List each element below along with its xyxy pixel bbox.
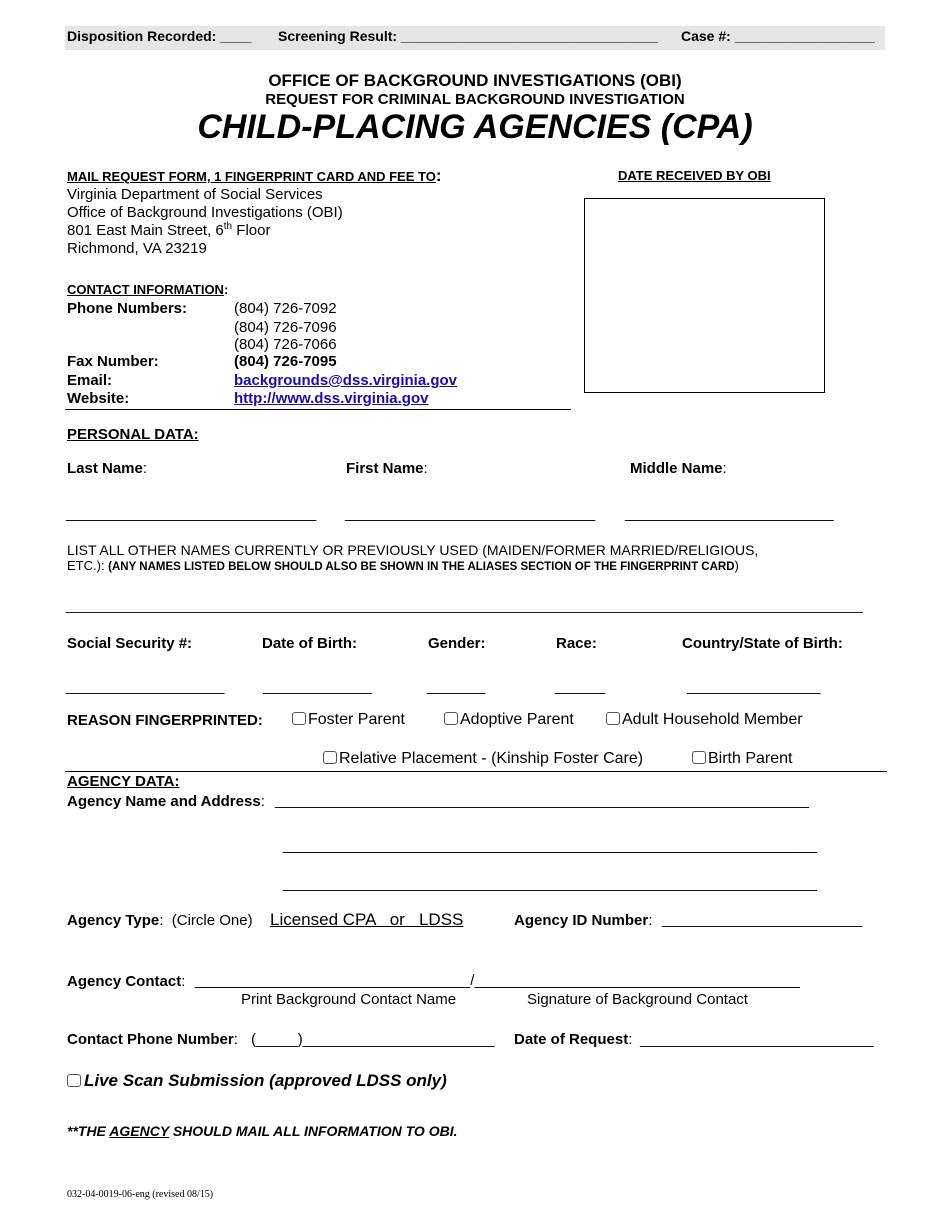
- request-title: REQUEST FOR CRIMINAL BACKGROUND INVESTIGATION: [265, 91, 685, 108]
- reason-relative-placement[interactable]: [323, 750, 643, 768]
- agency-type-label-text: Agency Type: [67, 912, 160, 929]
- personal-data-heading: PERSONAL DATA:: [67, 426, 199, 443]
- other-names-instruction-1: LIST ALL OTHER NAMES CURRENTLY OR PREVIOUSLY USED (MAIDEN/FORMER MARRIED/RELIGIOUS,: [67, 542, 759, 558]
- contact-phone-label-text: Contact Phone Number: [67, 1031, 234, 1048]
- date-of-request-label-text: Date of Request: [514, 1031, 629, 1048]
- fax-number: (804) 726-7095: [234, 353, 337, 370]
- checkbox-icon[interactable]: [323, 751, 337, 764]
- reason-foster-parent[interactable]: [292, 711, 405, 729]
- reason-birth-parent[interactable]: [692, 750, 792, 768]
- agency-contact-colon: :: [181, 973, 186, 990]
- office-title: OFFICE OF BACKGROUND INVESTIGATIONS (OBI): [268, 71, 682, 90]
- website-label: Website:: [67, 390, 130, 407]
- gender-input[interactable]: _______: [427, 678, 486, 695]
- contact-divider: [65, 409, 571, 410]
- agency-id-colon: :: [648, 912, 653, 929]
- live-scan-label: Live Scan Submission (approved LDSS only): [84, 1071, 447, 1090]
- first-name-label-text: First Name: [346, 460, 424, 477]
- first-name-colon: :: [423, 460, 428, 477]
- agency-type-colon: :: [159, 912, 164, 929]
- other-names-instruction-2: [67, 558, 739, 573]
- date-of-request-colon: :: [628, 1031, 633, 1048]
- reason-adoptive-parent-label: Adoptive Parent: [460, 711, 574, 728]
- address-ordinal-suffix: th: [223, 221, 233, 232]
- agency-contact-input[interactable]: _________________________________/_______________________________________: [195, 972, 800, 989]
- agency-data-heading: AGENCY DATA:: [67, 773, 180, 790]
- agency-id-label: [514, 912, 652, 929]
- live-scan-option[interactable]: [67, 1071, 447, 1091]
- middle-name-label-text: Middle Name: [630, 460, 723, 477]
- middle-name-colon: :: [722, 460, 727, 477]
- form-number: 032-04-0019-06-eng (revised 08/15): [67, 1189, 214, 1200]
- last-name-input[interactable]: ______________________________: [66, 505, 317, 522]
- agency-address-input-2[interactable]: ________________________________________________________________: [283, 875, 817, 892]
- mail-instruction-note: [67, 1123, 457, 1139]
- other-names-aliases-note: (ANY NAMES LISTED BELOW SHOULD ALSO BE SHOWN IN THE ALIASES SECTION OF THE FINGERPRINT CARD: [108, 561, 735, 573]
- reason-adult-household-member[interactable]: [606, 711, 803, 729]
- mail-address-line-1: Virginia Department of Social Services: [67, 186, 323, 203]
- agency-address-input-1[interactable]: ________________________________________________________________: [283, 837, 817, 854]
- middle-name-label: [630, 460, 727, 477]
- phone-numbers-label: Phone Numbers:: [67, 300, 188, 317]
- checkbox-icon[interactable]: [692, 751, 706, 764]
- address-floor: Floor: [232, 222, 271, 239]
- reason-birth-parent-label: Birth Parent: [708, 750, 793, 767]
- last-name-colon: :: [142, 460, 148, 477]
- other-names-close-paren: ): [734, 558, 739, 573]
- mail-address-line-2: Office of Background Investigations (OBI): [67, 204, 343, 221]
- contact-info-heading: [67, 282, 228, 297]
- contact-info-heading-text: CONTACT INFORMATION: [67, 282, 224, 297]
- reason-foster-parent-label: Foster Parent: [308, 711, 405, 728]
- dob-label: Date of Birth:: [262, 635, 357, 652]
- date-of-request-input[interactable]: ____________________________: [640, 1031, 874, 1048]
- contact-heading-colon: :: [223, 282, 229, 297]
- website-link[interactable]: http://www.dss.virginia.gov: [234, 390, 429, 407]
- mail-address-line-3: [67, 221, 270, 239]
- agency-name-colon: :: [260, 793, 265, 810]
- agency-section-divider: [65, 771, 887, 772]
- disposition-recorded-field[interactable]: Disposition Recorded: ____: [67, 28, 252, 44]
- checkbox-icon[interactable]: [606, 712, 620, 725]
- middle-name-input[interactable]: _________________________: [625, 505, 834, 522]
- note-agency: AGENCY: [109, 1123, 169, 1139]
- case-number-field[interactable]: Case #: __________________: [681, 28, 875, 44]
- date-of-request-label: [514, 1031, 632, 1048]
- mail-request-heading-text: MAIL REQUEST FORM, 1 FINGERPRINT CARD AND FEE TO: [67, 169, 436, 184]
- last-name-label: [67, 460, 147, 477]
- mail-address-line-4: Richmond, VA 23219: [67, 240, 207, 257]
- race-input[interactable]: ______: [555, 678, 606, 695]
- contact-phone-colon: :: [233, 1031, 238, 1048]
- last-name-label-text: Last Name: [67, 460, 143, 477]
- agency-contact-label: [67, 973, 185, 990]
- note-suffix: SHOULD MAIL ALL INFORMATION TO OBI.: [168, 1123, 458, 1139]
- agency-id-input[interactable]: ________________________: [662, 911, 863, 928]
- agency-name-address-label: [67, 793, 265, 810]
- gender-label: Gender:: [428, 635, 486, 652]
- other-names-etc: ETC.):: [67, 558, 109, 573]
- first-name-label: [346, 460, 428, 477]
- other-names-input[interactable]: _____________________________________________________________________________________________________: [66, 598, 863, 614]
- phone-number-3: (804) 726-7066: [234, 336, 337, 353]
- address-street: 801 East Main Street, 6: [67, 222, 224, 239]
- checkbox-icon[interactable]: [292, 712, 306, 725]
- print-contact-name-caption: Print Background Contact Name: [241, 991, 457, 1008]
- country-state-input[interactable]: ________________: [687, 678, 821, 695]
- form-title: CHILD-PLACING AGENCIES (CPA): [197, 108, 753, 146]
- checkbox-icon[interactable]: [67, 1074, 81, 1087]
- contact-phone-input[interactable]: (_____)_______________________: [251, 1031, 495, 1048]
- country-state-label: Country/State of Birth:: [682, 635, 843, 652]
- agency-name-address-label-text: Agency Name and Address: [67, 793, 261, 810]
- reason-fingerprinted-label: REASON FINGERPRINTED:: [67, 712, 263, 729]
- agency-id-label-text: Agency ID Number: [514, 912, 649, 929]
- screening-result-field[interactable]: Screening Result: _________________________________: [278, 28, 658, 44]
- contact-phone-label: [67, 1031, 238, 1048]
- agency-contact-label-text: Agency Contact: [67, 973, 182, 990]
- mail-heading-colon: :: [435, 166, 442, 185]
- reason-adult-household-member-label: Adult Household Member: [622, 711, 803, 728]
- agency-name-input[interactable]: ________________________________________________________________: [275, 792, 809, 809]
- agency-type-hint: (Circle One): [171, 912, 253, 929]
- checkbox-icon[interactable]: [444, 712, 458, 725]
- agency-type-label: [67, 912, 253, 929]
- date-received-box: [584, 198, 825, 393]
- ssn-label: Social Security #:: [67, 635, 193, 652]
- phone-number-2: (804) 726-7096: [234, 319, 337, 336]
- mail-request-heading: [67, 166, 442, 186]
- date-received-label: DATE RECEIVED BY OBI: [618, 168, 771, 183]
- reason-adoptive-parent[interactable]: [444, 711, 574, 729]
- phone-number-1: (804) 726-7092: [234, 300, 337, 317]
- email-label: Email:: [67, 372, 113, 389]
- first-name-input[interactable]: ______________________________: [345, 505, 596, 522]
- signature-caption: Signature of Background Contact: [527, 991, 748, 1008]
- note-prefix: **THE: [67, 1123, 110, 1139]
- reason-relative-placement-label: Relative Placement - (Kinship Foster Care): [339, 750, 644, 767]
- fax-number-label: Fax Number:: [67, 353, 159, 370]
- dob-input[interactable]: _____________: [263, 678, 372, 695]
- email-link[interactable]: backgrounds@dss.virginia.gov: [234, 372, 458, 389]
- agency-type-options[interactable]: Licensed CPA or LDSS: [270, 910, 464, 929]
- race-label: Race:: [556, 635, 597, 652]
- ssn-input[interactable]: ___________________: [66, 678, 225, 695]
